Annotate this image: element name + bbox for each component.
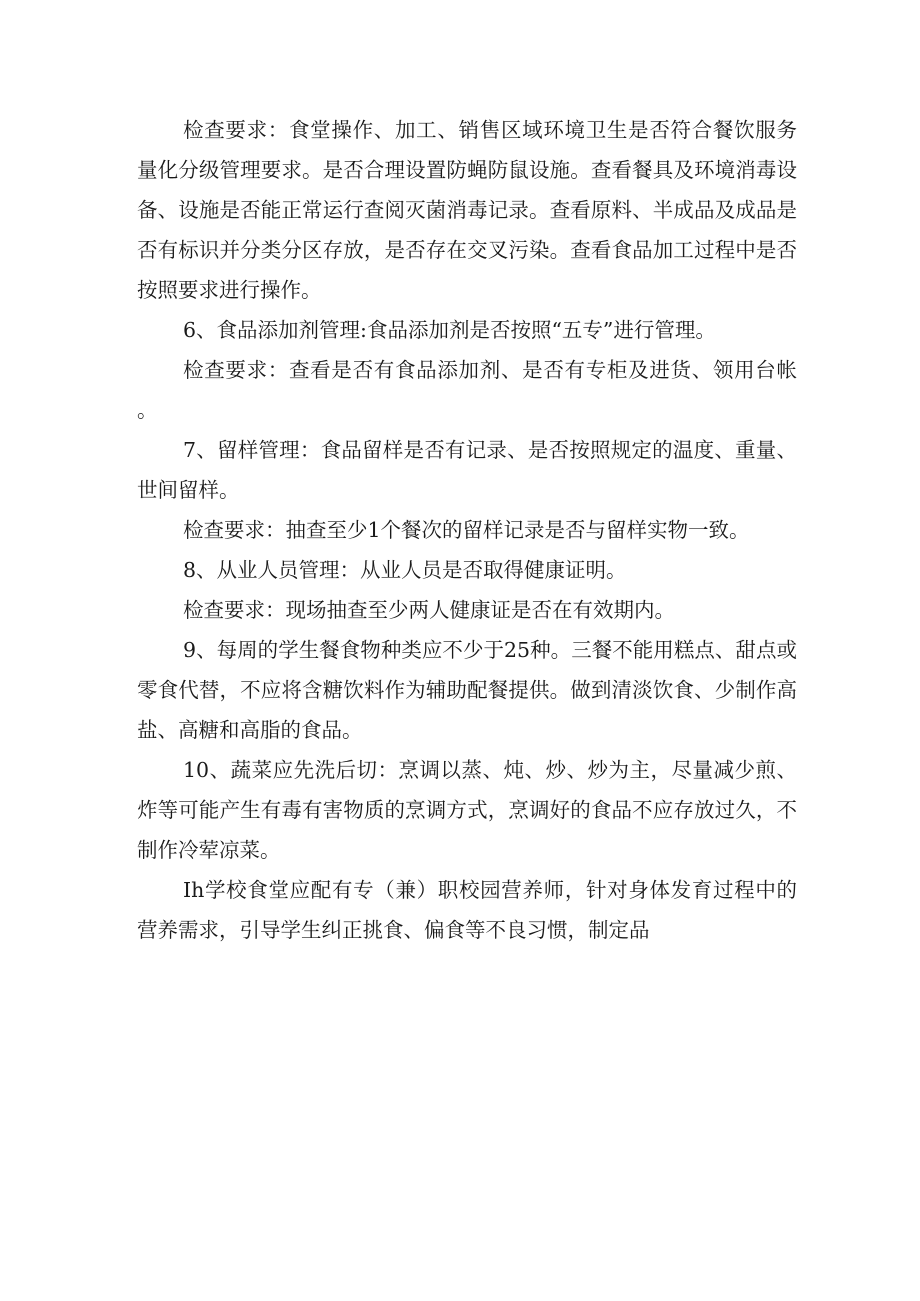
paragraph-item-6-additives: 6、食品添加剂管理:食品添加剂是否按照“五专”进行管理。	[183, 318, 716, 342]
paragraph-item-11-nutritionist: Ih学校食堂应配有专（兼）职校园营养师，针对身体发育过程中的营养需求，引导学生纠正挑食、偏食等不良习惯，制定品	[137, 878, 797, 942]
paragraph-item-8-staff: 8、从业人员管理：从业人员是否取得健康证明。	[183, 558, 627, 582]
document-body	[137, 110, 797, 950]
paragraph-inspection-samples: 检查要求：抽查至少1个餐次的留样记录是否与留样实物一致。	[183, 518, 750, 542]
paragraph-inspection-environment: 检查要求：食堂操作、加工、销售区域环境卫生是否符合餐饮服务量化分级管理要求。是否合理设置防蝇防鼠设施。查看餐具及环境消毒设备、设施是否能正常运行查阅灭菌消毒记录。查看原料、半成品及成品是否有标识并分类分区存放，是否存在交叉污染。查看食品加工过程中是否按照要求进行操作。	[137, 118, 797, 302]
paragraph-inspection-additives: 检查要求：查看是否有食品添加剂、是否有专柜及进货、领用台帐。	[137, 358, 797, 422]
paragraph-inspection-staff: 检查要求：现场抽查至少两人健康证是否在有效期内。	[183, 598, 675, 622]
paragraph-item-10-cooking: 10、蔬菜应先洗后切：烹调以蒸、炖、炒、炒为主，尽量减少煎、炸等可能产生有毒有害物质的烹调方式，烹调好的食品不应存放过久，不制作冷荤凉菜。	[137, 758, 797, 862]
paragraph-item-9-food-variety: 9、每周的学生餐食物种类应不少于25种。三餐不能用糕点、甜点或零食代替，不应将含糖饮料作为辅助配餐提供。做到清淡饮食、少制作高盐、高糖和高脂的食品。	[137, 638, 797, 742]
paragraph-item-7-samples: 7、留样管理：食品留样是否有记录、是否按照规定的温度、重量、世间留样。	[137, 438, 797, 502]
